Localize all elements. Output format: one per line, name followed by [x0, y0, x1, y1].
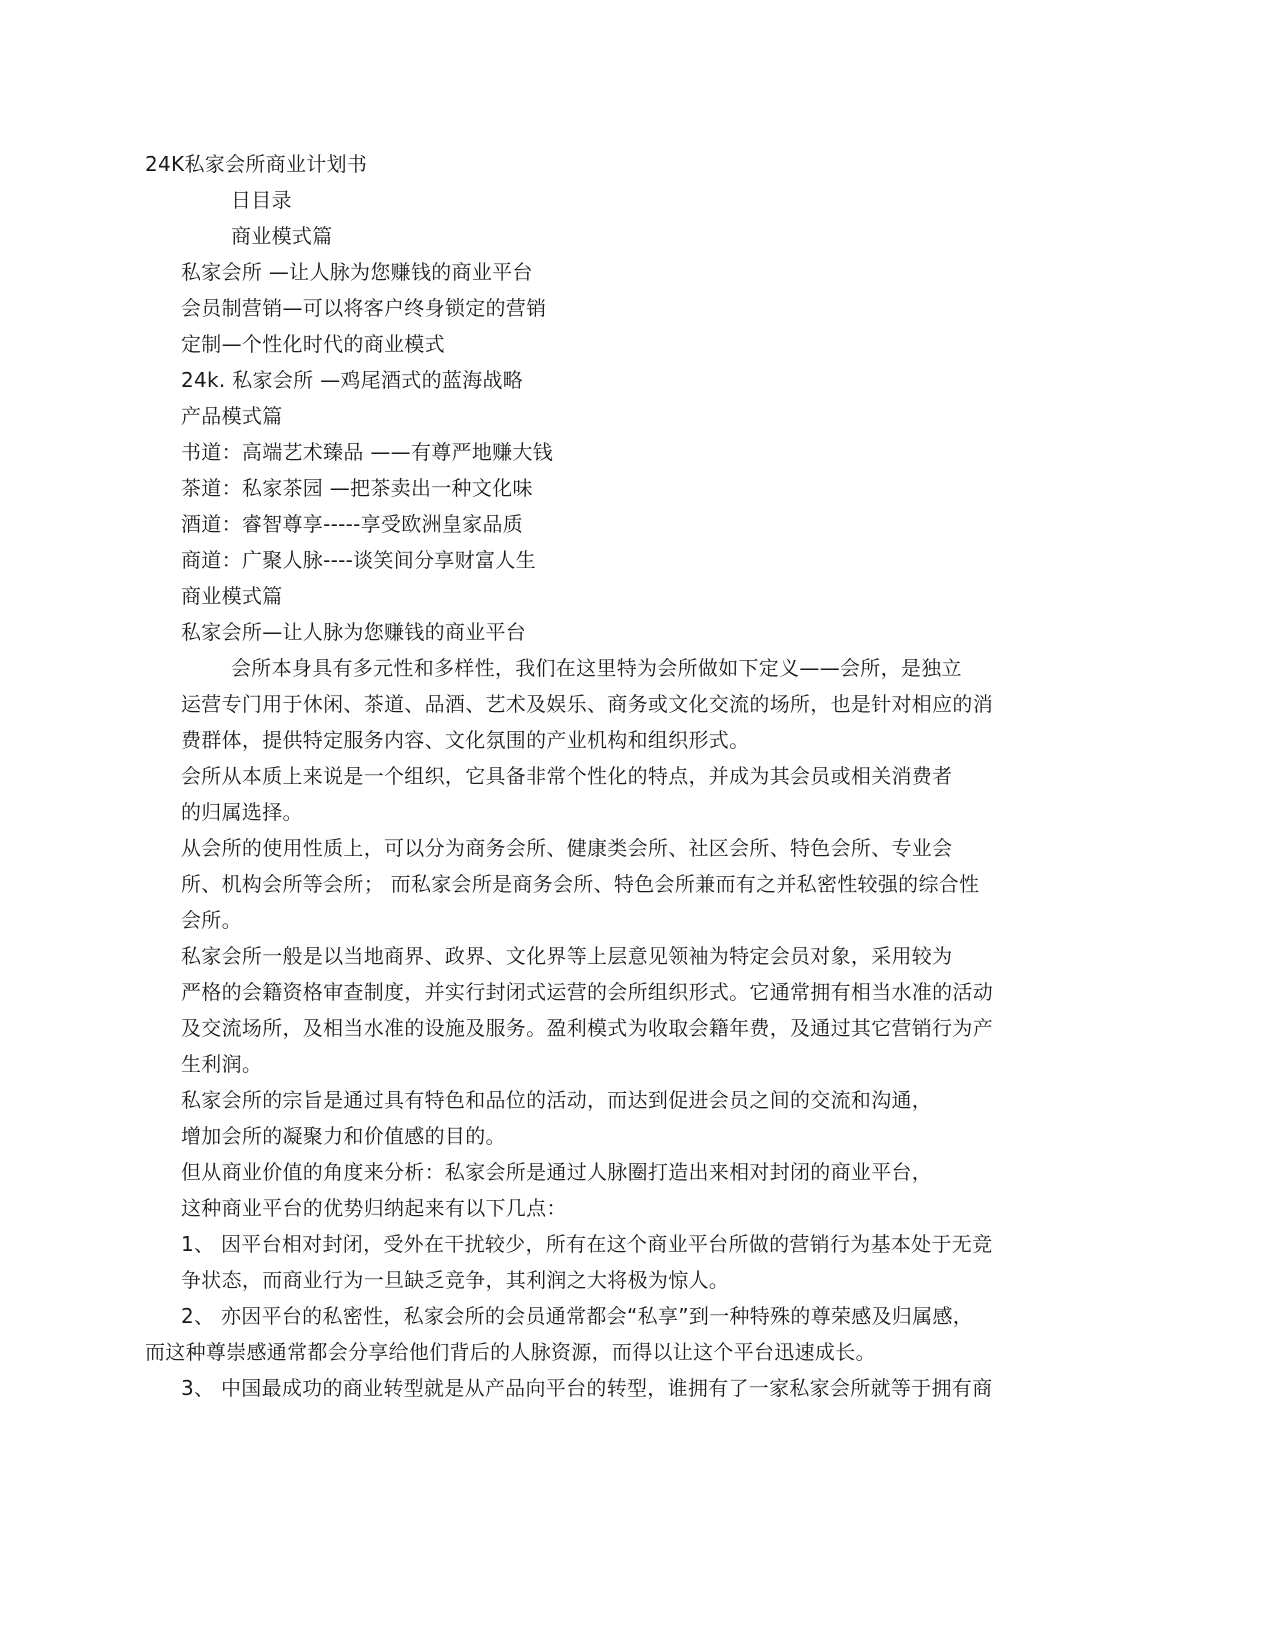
body-line: 私家会所一般是以当地商界、政界、文化界等上层意见领袖为特定会员对象，采用较为 — [181, 944, 953, 968]
body-line: 会所从本质上来说是一个组织，它具备非常个性化的特点，并成为其会员或相关消费者 — [181, 764, 953, 788]
toc-item: 24k. 私家会所 —鸡尾酒式的蓝海战略 — [181, 368, 524, 392]
toc-item: 商道：广聚人脉----谈笑间分享财富人生 — [181, 548, 536, 572]
document-title: 24K私家会所商业计划书 — [145, 152, 368, 176]
body-line: 所、机构会所等会所； 而私家会所是商务会所、特色会所兼而有之并私密性较强的综合性 — [181, 872, 980, 896]
body-line: 但从商业价值的角度来分析：私家会所是通过人脉圈打造出来相对封闭的商业平台， — [181, 1160, 933, 1184]
toc-item: 茶道：私家茶园 —把茶卖出一种文化味 — [181, 476, 533, 500]
body-line: 会所本身具有多元性和多样性，我们在这里特为会所做如下定义——会所，是独立 — [231, 656, 962, 680]
toc-item: 书道：高端艺术臻品 ——有尊严地赚大钱 — [181, 440, 554, 464]
toc-item: 会员制营销—可以将客户终身锁定的营销 — [181, 296, 547, 320]
toc-item: 商业模式篇 — [231, 224, 333, 248]
body-line: 这种商业平台的优势归纳起来有以下几点： — [181, 1196, 567, 1220]
body-line: 及交流场所，及相当水准的设施及服务。盈利模式为收取会籍年费，及通过其它营销行为产 — [181, 1016, 993, 1040]
toc-item: 酒道：睿智尊享-----享受欧洲皇家品质 — [181, 512, 524, 536]
list-item-1: 1、 因平台相对封闭，受外在干扰较少，所有在这个商业平台所做的营销行为基本处于无竞 — [181, 1232, 993, 1256]
toc-item: 私家会所 —让人脉为您赚钱的商业平台 — [181, 260, 533, 284]
section-subheading: 私家会所—让人脉为您赚钱的商业平台 — [181, 620, 527, 644]
list-item-2: 2、 亦因平台的私密性，私家会所的会员通常都会“私享”到一种特殊的尊荣感及归属感， — [181, 1304, 974, 1328]
toc-heading: 日目录 — [231, 188, 292, 212]
body-line: 生利润。 — [181, 1052, 263, 1076]
body-line: 增加会所的凝聚力和价值感的目的。 — [181, 1124, 506, 1148]
toc-item: 产品模式篇 — [181, 404, 283, 428]
list-item-3: 3、 中国最成功的商业转型就是从产品向平台的转型，谁拥有了一家私家会所就等于拥有商 — [181, 1376, 993, 1400]
toc-item: 定制—个性化时代的商业模式 — [181, 332, 445, 356]
body-line: 会所。 — [181, 908, 242, 932]
body-line: 的归属选择。 — [181, 800, 303, 824]
body-line: 运营专门用于休闲、茶道、品酒、艺术及娱乐、商务或文化交流的场所，也是针对相应的消 — [181, 692, 993, 716]
body-line: 而这种尊崇感通常都会分享给他们背后的人脉资源，而得以让这个平台迅速成长。 — [145, 1340, 876, 1364]
body-line: 私家会所的宗旨是通过具有特色和品位的活动，而达到促进会员之间的交流和沟通， — [181, 1088, 933, 1112]
body-line: 从会所的使用性质上，可以分为商务会所、健康类会所、社区会所、特色会所、专业会 — [181, 836, 953, 860]
section-heading: 商业模式篇 — [181, 584, 283, 608]
body-line: 争状态，而商业行为一旦缺乏竞争，其利润之大将极为惊人。 — [181, 1268, 730, 1292]
body-line: 费群体，提供特定服务内容、文化氛围的产业机构和组织形式。 — [181, 728, 750, 752]
body-line: 严格的会籍资格审查制度，并实行封闭式运营的会所组织形式。它通常拥有相当水准的活动 — [181, 980, 993, 1004]
